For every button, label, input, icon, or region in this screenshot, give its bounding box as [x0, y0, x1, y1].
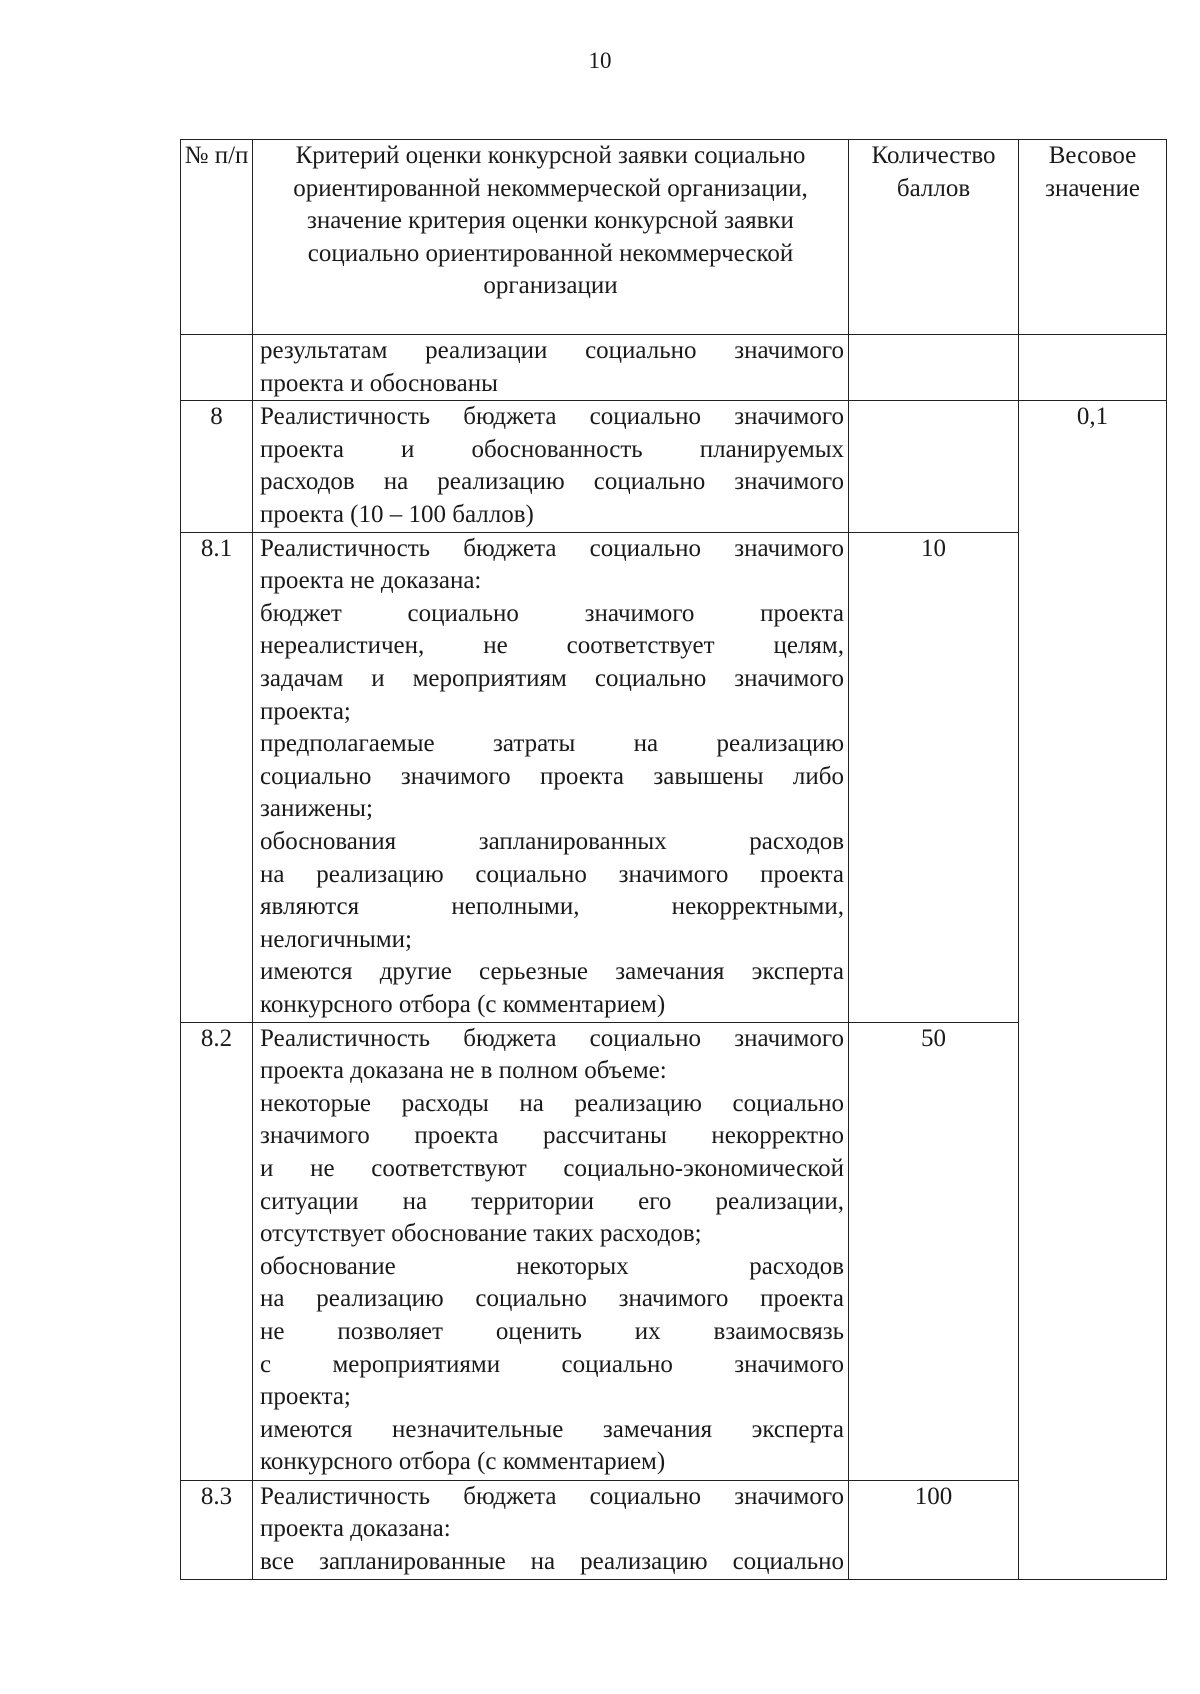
criterion-line: расходов на реализацию социально значимого — [260, 468, 844, 496]
criterion-line: проекта (10 – 100 баллов) — [260, 500, 534, 528]
criterion-line: бюджет социально значимого проекта — [260, 599, 844, 627]
criterion-line: проекта и обоснованы — [260, 369, 498, 397]
header-criterion: Критерий оценки конкурсной заявки социально ориентированной некоммерческой организации, значение критерия оценки конкурсной заявки социально ориентированной некоммерческой организации — [253, 140, 849, 335]
row-points — [849, 401, 1019, 532]
criterion-line: все запланированные на реализацию социально — [260, 1547, 844, 1575]
criterion-line: Реалистичность бюджета социально значимого — [260, 403, 844, 431]
row-points: 50 — [849, 1022, 1019, 1480]
criterion-line: конкурсного отбора (с комментарием) — [260, 990, 666, 1018]
criterion-line: некоторые расходы на реализацию социально — [260, 1089, 844, 1117]
row-criterion — [253, 401, 849, 532]
criteria-table — [180, 139, 1167, 1580]
row-number — [181, 335, 253, 401]
criterion-line: проекта и обоснованность планируемых — [260, 435, 844, 463]
criterion-line: являются неполными, некорректными, — [260, 893, 844, 921]
criterion-line: социально значимого проекта завышены либо — [260, 762, 844, 790]
criterion-line: имеются другие серьезные замечания эксперта — [260, 958, 844, 986]
row-points: 10 — [849, 532, 1019, 1022]
header-number: № п/п — [181, 140, 253, 335]
criterion-line: проекта не доказана: — [260, 567, 482, 595]
table-row — [181, 335, 1167, 401]
criterion-line: результатам реализации социально значимого — [260, 337, 844, 364]
row-criterion — [253, 1480, 849, 1579]
criterion-line: нелогичными; — [260, 925, 412, 953]
criterion-line: проекта доказана: — [260, 1515, 451, 1543]
criterion-line: имеются незначительные замечания эксперта — [260, 1415, 844, 1443]
criterion-line: не позволяет оценить их взаимосвязь — [260, 1317, 844, 1345]
criterion-line: и не соответствуют социально-экономической — [260, 1154, 844, 1182]
header-points: Количество баллов — [849, 140, 1019, 335]
header-weight: Весовое значение — [1019, 140, 1167, 335]
row-number: 8.3 — [181, 1480, 253, 1579]
row-number: 8.2 — [181, 1022, 253, 1480]
criterion-line: занижены; — [260, 795, 373, 823]
row-weight — [1019, 335, 1167, 401]
row-criterion — [253, 1022, 849, 1480]
criterion-line: значимого проекта рассчитаны некорректно — [260, 1122, 844, 1150]
criterion-line: Реалистичность бюджета социально значимого — [260, 534, 844, 562]
criterion-line: Реалистичность бюджета социально значимого — [260, 1024, 844, 1052]
criterion-line: конкурсного отбора (с комментарием) — [260, 1448, 666, 1476]
criterion-line: проекта доказана не в полном объеме: — [260, 1057, 667, 1085]
row-points: 100 — [849, 1480, 1019, 1579]
criterion-line: отсутствует обоснование таких расходов; — [260, 1220, 702, 1248]
table-header-row — [181, 140, 1167, 335]
criterion-line: на реализацию социально значимого проекта — [260, 860, 844, 888]
row-number: 8.1 — [181, 532, 253, 1022]
criterion-line: с мероприятиями социально значимого — [260, 1350, 844, 1378]
criterion-line: проекта; — [260, 697, 351, 725]
row-number: 8 — [181, 401, 253, 532]
page-number: 10 — [588, 48, 612, 73]
criterion-line: Реалистичность бюджета социально значимого — [260, 1482, 844, 1510]
table-row — [181, 401, 1167, 532]
criterion-line: нереалистичен, не соответствует целям, — [260, 632, 844, 660]
criterion-line: задачам и мероприятиям социально значимого — [260, 664, 844, 692]
criterion-line: обоснования запланированных расходов — [260, 827, 844, 855]
criterion-line: предполагаемые затраты на реализацию — [260, 730, 844, 758]
row-points — [849, 335, 1019, 401]
row-criterion — [253, 335, 849, 401]
row-weight: 0,1 — [1019, 401, 1167, 1579]
criterion-line: обоснование некоторых расходов — [260, 1252, 844, 1280]
row-criterion — [253, 532, 849, 1022]
criterion-line: ситуации на территории его реализации, — [260, 1187, 844, 1215]
criterion-line: на реализацию социально значимого проекта — [260, 1285, 844, 1313]
criterion-line: проекта; — [260, 1383, 351, 1411]
